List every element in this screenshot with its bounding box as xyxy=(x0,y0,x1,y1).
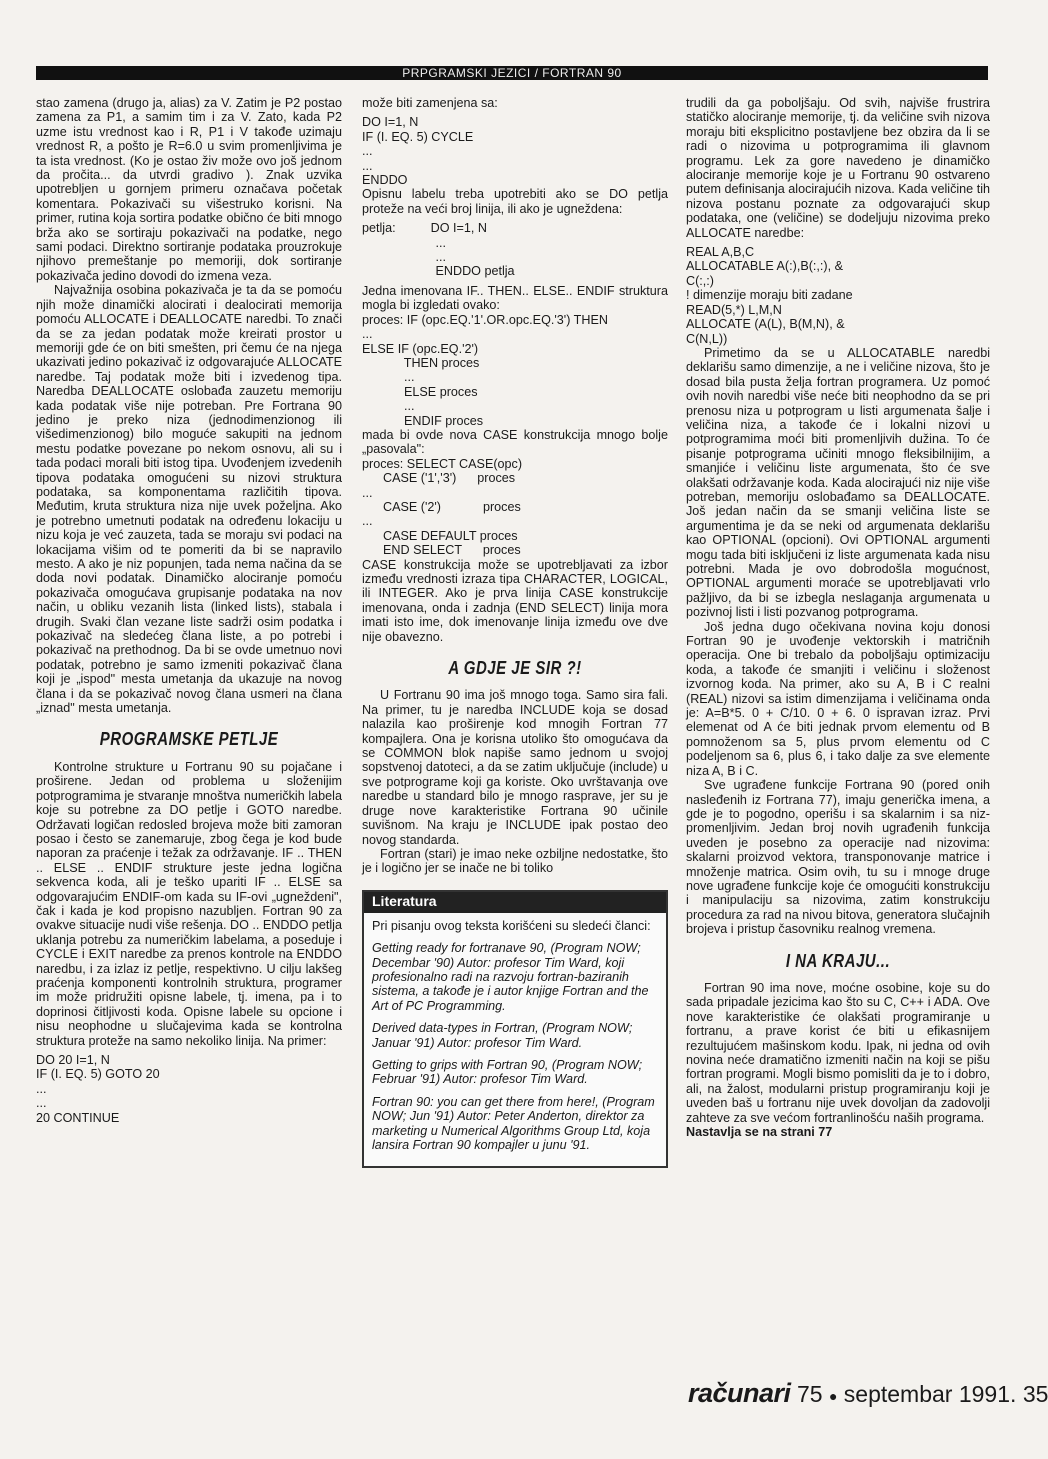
magazine-logo: računari xyxy=(688,1378,791,1408)
literature-box xyxy=(362,890,668,1169)
issue-number: 75 xyxy=(796,1381,823,1407)
paragraph: mada bi ovde nova CASE konstrukcija mnogo bolje „pasovala": xyxy=(362,427,668,457)
paragraph: stao zamena (drugo ja, alias) za V. Zatim je P2 postao zamena za P1, a samim tim i za V. Zato, kada P2 uzme istu vrednost kao i R, P1 i V takođe uzimaju vrednost R, a pošto je R=6.0 u svim promenljivima je ta ista vrednost. (Ko je ostao živ može ovo još jednom da pročita... da utvrdi gradivo ). Znak uzvika upotrebljen u gornjem primeru označava početak komentara. Pokazivači su višestruko korisni. Na primer, rutina koja sortira podatke obično će biti mnogo brža ako se sortiraju pokazivači na podatke, nego sami podaci. Direktno sortiranje podataka prouzrokuje njihovo premeštanje po memoriji, dok sortiranje pokazivača jedino dovodi do izmena veza. xyxy=(36,96,342,283)
code-example: proces: SELECT CASE(opc) CASE ('1','3') proces ... CASE ('2') proces ... CASE DEFAULT proces END SELECT proces xyxy=(362,456,523,558)
paragraph: CASE konstrukcija može se upotrebljavati za izbor između vrednosti izraza tipa CHARACTER, LOGICAL, ili INTEGER. Ako je prva linija CASE konstrukcije imenovana, onda i zadnja (END SELECT) linija mora imati isto ime, dok imenovanje linija između ove dve nije obavezno. xyxy=(362,557,668,644)
page-number: 35 xyxy=(1022,1381,1048,1407)
column-2 xyxy=(362,96,668,1168)
column-3 xyxy=(686,96,990,1139)
paragraph: može biti zamenjena sa: xyxy=(362,96,498,110)
literature-intro: Pri pisanju ovog teksta korišćeni su sledeći članci: xyxy=(372,918,651,933)
bullet-icon: ● xyxy=(828,1387,838,1404)
literature-box-title: Literatura xyxy=(364,892,666,913)
paragraph: trudili da ga poboljšaju. Od svih, najviše frustrira statičko alociranje memorije, tj. da veličine svih nizova moraju biti eksplicitno postavljene bez obzira da li se radi o nizovima u potprogramima ili glavnom programu. Lek za gore navedeno je dinamičko alociranje memorije koje je u Fortranu 90 ostvareno putem definisanja alocirajućih nizova. Kada veličine tih nizova postanu poznate za odgovarajući skup podataka, one (veličine) se dodeljuju nizovima preko ALLOCATE naredbe: xyxy=(686,96,990,240)
literature-box-body xyxy=(364,913,666,1167)
paragraph: Kontrolne strukture u Fortranu 90 su pojačane i proširene. Jedan od problema u složenijim potprogramima je stvaranje mnoštva numeričkih labela koje su potrebne za DO petlje i GOTO naredbe. Održavati logičan redosled brojeva može biti zamoran posao i često se zanemaruje, zbog čega je kod bude naporan za praćenje i težak za održavanje. IF .. THEN .. ELSE .. ENDIF strukture jeste jedna logična sekvenca koda, ali je teško upariti IF .. ELSE sa odgovarajućim ENDIF-om kada su IF-ovi „ugneždeni", čak i kada je kod propisno nazubljen. Fortran 90 za ovakve situacije nudi više rešenja. DO .. ENDDO petlja uklanja potrebu za numeričkim labelama, a poseduje i CYCLE i EXIT naredbe za prenos kontrole na ENDDO naredbu, i za izlaz iz petlje, respektivno. U cilju lakšeg praćenja komponenti kontrolnih struktura, programer im može pridružiti opisne labele, tj. imena, pa i to doprinosi čitljivosti koda. Opisne labele su opcione i nisu neophodne u slučajevima kada se kontrolna struktura proteže na samo nekoliko linija. Na primer: xyxy=(36,759,342,1048)
code-example: REAL A,B,C ALLOCATABLE A(:),B(:,:), & C(:,:) ! dimenzije moraju biti zadane READ(5,*) L,M,N ALLOCATE (A(L), B(M,N), & C(N,L)) xyxy=(686,245,853,346)
literature-reference: Derived data-types in Fortran, (Program NOW; Januar '91) Autor: profesor Tim Ward. xyxy=(372,1021,633,1050)
literature-reference: Fortran 90: you can get there from here!, (Program NOW; Jun '91) Autor: Peter Anderton, direktor za marketing u Numerical Algorithms Group Ltd, koja lansira Fortran 90 kompajler u junu '91. xyxy=(372,1094,655,1152)
page-footer xyxy=(688,1378,1048,1408)
continued-note: Nastavlja se na strani 77 xyxy=(686,1125,833,1140)
paragraph: Fortran 90 ima nove, moćne osobine, koje su do sada pripadale jezicima kao što su C, C++ i ADA. Ove nove karakteristike će olakšati programiranje u fortranu, a prave korist će biti u efikasnijem rezultujućem mašinskom kodu. Ipak, ni jedna od ovih novina neće dramatično izmeniti način na koji se pišu fortran programi. Mogli bismo pomisliti da je to i dobro, ali, na žalost, modularni pristup programiranju koji je uveden baš u fortranu nije uvek dovoljan da zadovolji zahteve za sve većom fortranlinošću naših programa. xyxy=(686,980,990,1125)
paragraph: Najvažnija osobina pokazivača je ta da se pomoću njih može dinamički alocirati i dealocirati memorija pomoću ALLOCATE i DEALLOCATE naredbi. To znači da se za jedan podatak može kreirati prostor u memoriji gde će on biti smešten, pri čemu će na njega ukazivati jedino pokazivač iz odgovarajuće ALLOCATE naredbe. Taj podatak može biti i izvedenog tipa. Naredba DEALLOCATE oslobađa zauzetu memoriju kada podatak više nije potreban. Pre Fortrana 90 jedino je preko niza (jednodimenzionog ili višedimenzionog) bilo moguće sakupiti na jednom mestu podatke povezane po nekom osnovu, ali su i tada podaci morali biti istog tipa. Uvođenjem izvedenih tipova podataka omogućeni su nizovi struktura podataka, sa komponentama različitih tipova. Međutim, kruta struktura niza nije uvek poželjna. Ako je potrebno umetnuti podatak na određenu lokaciju u nizu koja je već zauzeta, tada se moraju svi podaci na lokacijama višim od te pomeriti da bi se napravilo mesto. A ako je niz popunjen, tada nema načina da se doda novi podatak. Dinamičko alociranje pomoću pokazivača omogućava grupisanje podataka na nov način, u obliku vezanih lista (linked lists), stabala i drugih. Svaki član vezane liste sadrži osim podatka i pokazivač na sledećeg člana liste, a po potrebi i pokazivač na prethodnog. Da bi se ovde umetnuo novi podatak, potrebno je samo izmeniti pokazivač člana koji je „ispod" mesta umetanja da ukazuje na novog člana i da se pokazivač novog člana usmeri na člana „iznad" mesta umetanja. xyxy=(36,283,342,716)
code-example: DO I=1, N IF (I. EQ. 5) CYCLE ... ... ENDDO xyxy=(362,115,474,188)
code-example: proces: IF (opc.EQ.'1'.OR.opc.EQ.'3') THEN ... ELSE IF (opc.EQ.'2') THEN proces ... ELSE proces ... ENDIF proces xyxy=(362,312,608,428)
literature-reference: Getting to grips with Fortran 90, (Program NOW; Februar '91) Autor: profesor Tim Ward. xyxy=(372,1057,643,1087)
paragraph: Jedna imenovana IF.. THEN.. ELSE.. ENDIF struktura mogla bi izgledati ovako: xyxy=(362,283,668,313)
paragraph: Još jedna dugo očekivana novina koju donosi Fortran 90 je uvođenje vektorskih i matričnih operacija. One bi trebalo da poboljšaju optimizaciju koda, a takođe će smanjiti i veličinu i složenost izvornog koda. Na primer, ako su A, B i C realni (REAL) nizovi sa istim dimenzijama i veličinama onda je: A=B*5. 0 + C/10. 0 + 6. 0 ispravan izraz. Prvi elemenat od A će biti jednak prvom elementu od B pomnoženom sa 5, plus prvom elementu od C podeljenom sa 6, plus 6, i tako dalje za sve elemente niza A, B i C. xyxy=(686,619,990,778)
paragraph: Sve ugrađene funkcije Fortrana 90 (pored onih nasleđenih iz Fortrana 77), imaju generička imena, a gde je to pogodno, operišu i sa skalarnim i sa niz-promenljivim. Jedan broj novih ugrađenih funkcija uveden je posebno za operacije nad nizovima: skalarni proizvod vektora, transponovanje matrice i množenje matrica. Osim ovih, tu su i mnoge druge nove ugrađene funkcije koje će omogućiti konstrukciju i manipulaciju sa nizovima, zatim konstrukciju procedura za rad na nivou bitova, generatora slučajnih brojeva i pristup časovniku realnog vremena. xyxy=(686,778,990,937)
literature-reference: Getting ready for fortranave 90, (Program NOW; Decembar '90) Autor: profesor Tim Ward, koji profesionalno radi na razvoju fortran-baziranih sistema, a takođe je i autor knjige Fortran and the Art of PC Programming. xyxy=(372,941,649,1013)
code-example: petlja: DO I=1, N ... ... ENDDO petlja xyxy=(362,221,515,279)
column-1 xyxy=(36,96,342,1125)
code-example: DO 20 I=1, N IF (I. EQ. 5) GOTO 20 ... ... 20 CONTINUE xyxy=(36,1053,160,1125)
section-heading: PROGRAMSKE PETLJE xyxy=(99,729,279,751)
section-heading: I NA KRAJU... xyxy=(785,950,891,972)
section-heading: A GDJE JE SIR ?! xyxy=(448,658,582,679)
paragraph: Fortran (stari) je imao neke ozbiljne nedostatke, što je i logično jer se inače ne bi toliko xyxy=(362,846,668,876)
paragraph: Opisnu labelu treba upotrebiti ako se DO petlja proteže na veći broj linija, ili ako je ugneždena: xyxy=(362,187,668,216)
section-header: PRPGRAMSKI JEZICI / FORTRAN 90 xyxy=(36,66,988,80)
paragraph: Primetimo da se u ALLOCATABLE naredbi deklarišu samo dimenzije, a ne i veličine nizova, što je dosad bila pusta želja fortran programera. Uz pomoć ovih novih naredbi više neće biti neophodno da se pri prenosu niza u potprogram u listi argumenata šalje i veličina niza, a takođe će i lokalni nizovi u potprogramima moći biti promenljivih dužina. To će pisanje potprograma učiniti mnogo fleksibilnijim, a smanjiće i veličinu liste argumenata, što će sve olakšati održavanje koda. Kada alocirajući niz nije više potreban, memoriju oslobađamo sa DEALLOCATE. Još jedan način da se smanji veličina liste se argumentima je da se neki od argumenata deklarišu kao OPTIONAL (opcioni). Ovi OPTIONAL argumenti mogu tada biti isključeni iz liste argumenata kada nisu potrebni. Mada je ovo dobrodošla mogućnost, OPTIONAL argumenti moraće se upotrebljavati vrlo pažljivo, da bi se izbegla neslaganja argumenata u pozivnoj listi i listi pozvanog potprograma. xyxy=(686,345,990,620)
paragraph: U Fortranu 90 ima još mnogo toga. Samo sira fali. Na primer, tu je naredba INCLUDE koja se dosad nalazila kao proširenje kod mnogih Fortran 77 kompajlera. Ona je korisna utoliko što omogućava da se COMMON blok napiše samo jednom u svojoj sopstvenoj datoteci, a da se zatim uključuje (include) u sve potprograme koji ga koriste. Oko uvrštavanja ove naredbe u standard bilo je mnogo rasprave, jer su je druge nove karakteristike Fortrana 90 učinile suvišnom. Na kraju je INCLUDE ipak postao deo novog standarda. xyxy=(362,688,668,847)
issue-date: septembar 1991. xyxy=(843,1381,1017,1407)
